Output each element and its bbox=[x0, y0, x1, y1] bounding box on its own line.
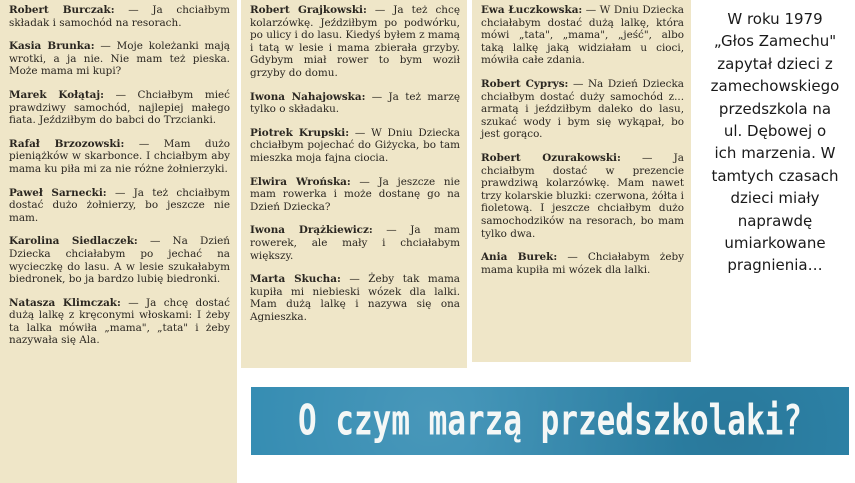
child-name: Robert Cyprys: bbox=[481, 77, 569, 90]
child-quote bbox=[250, 224, 460, 262]
child-quote bbox=[9, 235, 230, 285]
child-quote bbox=[481, 4, 684, 67]
headline-banner bbox=[251, 387, 849, 455]
child-wish-text: — Chciałabym żeby mama kupiła mi wózek dla lalki. bbox=[481, 251, 684, 276]
child-name: Piotrek Krupski: bbox=[250, 126, 350, 139]
child-name: Kasia Brunka: bbox=[9, 40, 95, 53]
child-wish-text: — Żeby tak mama kupiła mi niebieski wózek dla lalki. Mam dużą lalkę i nazywa się ona Agnieszka. bbox=[250, 273, 460, 323]
newspaper-column-2 bbox=[241, 0, 467, 368]
child-quote bbox=[9, 297, 230, 347]
child-name: Paweł Sarnecki: bbox=[9, 186, 107, 199]
child-wish-text: — Ja jeszcze nie mam rowerka i może dostanę go na Dzień Dziecka? bbox=[250, 175, 460, 213]
child-name: Robert Grajkowski: bbox=[250, 4, 367, 16]
child-name: Ania Burek: bbox=[481, 251, 558, 264]
child-wish-text: — Na Dzień Dziecka chciałbym dostać duży samochód z... armatą i jeździłbym daleko do lasu, szukać wody i bym się wykąpał, bo jest gorąco. bbox=[481, 77, 684, 141]
child-quote bbox=[250, 273, 460, 323]
child-wish-text: — W Dniu Dziecka chciałabym dostać dużą lalkę, która mówi „tata", „mama", „jeść", albo taką lalkę jaką widziałam u cioci, mówiła całe zdania. bbox=[481, 4, 684, 67]
child-quote bbox=[481, 152, 684, 240]
child-quote bbox=[9, 138, 230, 176]
child-quote bbox=[9, 4, 230, 29]
child-name: Marta Skucha: bbox=[250, 273, 341, 286]
child-name: Karolina Siedlaczek: bbox=[9, 235, 138, 248]
child-name: Iwona Drążkiewicz: bbox=[250, 224, 373, 237]
child-wish-text: — Ja też chciałbym dostać dużo żołnierzy, bo jeszcze nie mam. bbox=[9, 186, 230, 224]
headline-text: O czym marzą przedszkolaki? bbox=[298, 396, 802, 446]
child-wish-text: — Ja chcę dostać dużą lalkę z kręconymi włoskami: I żeby ta lalka mówiła „mama", „tata" i żeby nazywała się Ala. bbox=[9, 296, 230, 347]
child-quote bbox=[481, 251, 684, 276]
caption-line: przedszkola na bbox=[718, 99, 832, 118]
child-quote bbox=[9, 89, 230, 127]
caption-text bbox=[700, 8, 850, 277]
child-quote bbox=[250, 176, 460, 214]
child-wish-text: — Ja mam rowerek, ale mały i chciałabym większy. bbox=[250, 224, 460, 262]
caption-line: ich marzenia. W bbox=[714, 144, 836, 163]
child-quote bbox=[9, 187, 230, 225]
caption-line: dzieci miały bbox=[730, 189, 820, 208]
child-name: Rafał Brzozowski: bbox=[9, 137, 125, 150]
caption-line: W roku 1979 bbox=[727, 10, 823, 28]
child-wish-text: — Moje koleżanki mają wrotki, a ja nie. Nie mam też pieska. Może mama mi kupi? bbox=[9, 40, 230, 78]
newspaper-column-3 bbox=[472, 0, 691, 362]
child-name: Robert Burczak: bbox=[9, 4, 115, 16]
caption-line: tamtych czasach bbox=[711, 166, 839, 185]
caption-line: naprawdę bbox=[737, 211, 813, 230]
child-name: Natasza Klimczak: bbox=[9, 296, 121, 309]
child-name: Iwona Nahajowska: bbox=[250, 90, 366, 103]
caption-line: zamechowskiego bbox=[710, 77, 840, 96]
caption-line: zapytał dzieci z bbox=[717, 54, 833, 73]
child-wish-text: — W Dniu Dziecka chciałbym pojechać do Giżycka, bo tam mieszka moja fajna ciocia. bbox=[250, 126, 460, 164]
child-quote bbox=[9, 40, 230, 78]
child-quote bbox=[481, 78, 684, 141]
child-quote bbox=[250, 127, 460, 165]
child-wish-text: — Ja też chcę kolarzówkę. Jeździłbym po podwórku, po ulicy i do lasu. Kiedyś byłem z mamą i tatą w lesie i mama zbierała grzyby. Gdybym miał rower to bym woził grzyby do domu. bbox=[250, 4, 460, 79]
child-wish-text: — Mam dużo pieniążków w skarbonce. I chciałbym aby mama ku piła mi za nie różne żołnierzyki. bbox=[9, 137, 230, 175]
child-wish-text: — Ja chciałbym dostać w prezencie prawdziwą kolarzówkę. Mam nawet trzy kolarskie bluzki: czerwona, żółta i fioletową. I jeszcze chciałbym dużo samochodzików na resorach, bo mam tylko dwa. bbox=[481, 151, 684, 240]
child-name: Elwira Wrońska: bbox=[250, 175, 351, 188]
child-wish-text: — Na Dzień Dziecka chciałabym po jechać na wycieczkę do lasu. A w lesie szukałabym biedronek, bo ja bardzo lubię biedronki. bbox=[9, 235, 230, 286]
caption-line: „Głos Zamechu" bbox=[713, 32, 837, 51]
child-name: Marek Kołątaj: bbox=[9, 88, 104, 101]
caption-line: ul. Dębowej o bbox=[723, 122, 827, 141]
child-quote bbox=[250, 91, 460, 116]
caption-line: pragnienia… bbox=[727, 256, 823, 275]
child-quote bbox=[250, 4, 460, 80]
child-wish-text: — Chciałbym mieć prawdziwy samochód, najlepiej małego fiata. Jeździłbym do babci do Trzcianki. bbox=[9, 88, 230, 127]
child-wish-text: — Ja też marzę tylko o składaku. bbox=[250, 90, 460, 116]
child-name: Robert Ozurakowski: bbox=[481, 151, 621, 164]
child-wish-text: — Ja chciałbym składak i samochód na resorach. bbox=[9, 4, 230, 29]
caption-line: umiarkowane bbox=[724, 234, 826, 253]
child-name: Ewa Łuczkowska: bbox=[481, 4, 583, 16]
newspaper-column-1 bbox=[0, 0, 237, 483]
